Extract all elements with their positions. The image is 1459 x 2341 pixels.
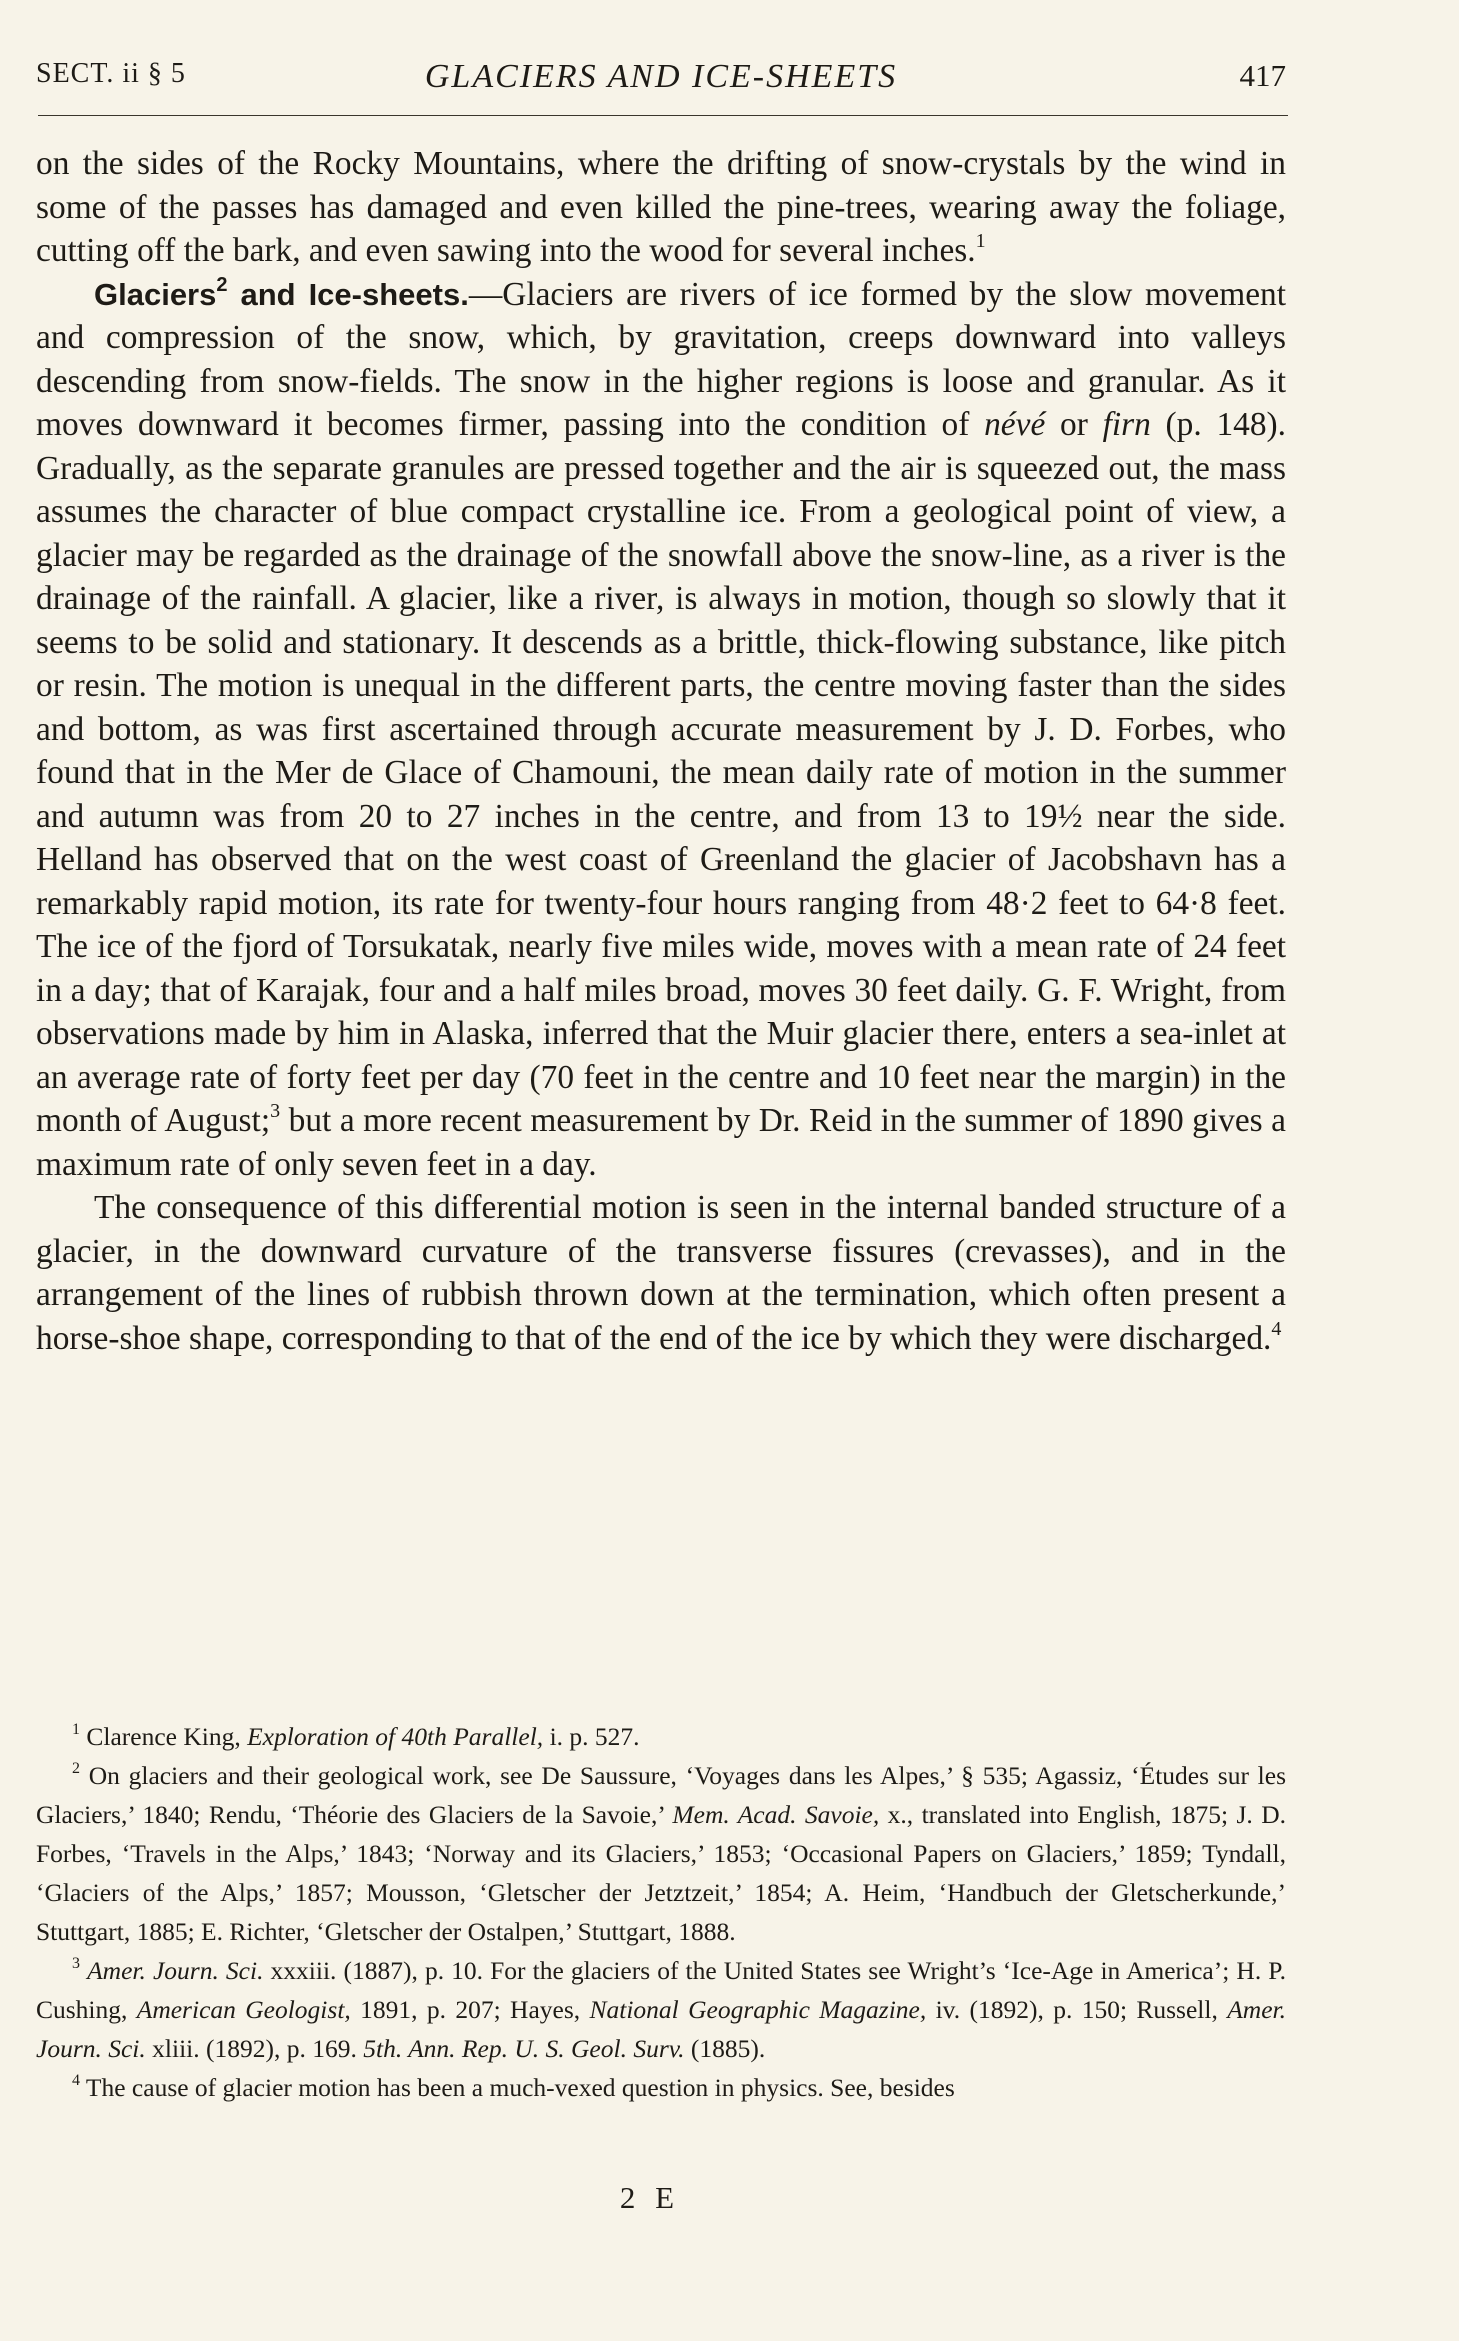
footnote-ref-2: 2	[216, 273, 228, 296]
paragraph-3: The consequence of this differential motion is seen in the internal banded structure of a glacier, in the downward curvature of the transverse fissures (crevasses), and in the arrangement of the lines of rubbish thrown down at the termination, which often present a horse-shoe shape, corresponding to that of the end of the ice by which they were discharged.$^4$	[36, 1189, 1286, 1357]
header-rule	[38, 115, 1288, 116]
footnote-ref-3: 3	[270, 1100, 281, 1122]
footnote-3: $^3$ Amer. Journ. Sci. xxxiii. (1887), p. 10. For the glaciers of the United States see Wright’s ‘Ice-Age in America’; H. P. Cushing, American Geologist, 1891, p. 207; Hayes, National Geographic Magazine, iv. (1892), p. 150; Russell, Amer. Journ. Sci. xliii. (1892), p. 169. 5th. Ann. Rep. U. S. Geol. Surv. (1885).	[36, 1955, 1287, 2063]
footnotes	[36, 1717, 1286, 2107]
paragraph-2: Glaciers$^2$ and Ice-sheets.—Glaciers are rivers of ice formed by the slow movement and compression of the snow, which, by gravitation, creeps downward into valleys descending from snow-fields. The snow in the higher regions is loose and granular. As it moves downward it becomes firmer, passing into the condition of névé or firn (p. 148). Gradually, as the separate granules are pressed together and the air is squeezed out, the mass assumes the character of blue compact crystalline ice. From a geological point of view, a glacier may be regarded as the drainage of the snowfall above the snow-line, as a river is the drainage of the rainfall. A glacier, like a river, is always in motion, though so slowly that it seems to be solid and stationary. It descends as a brittle, thick-flowing substance, like pitch or resin. The motion is unequal in the different parts, the centre moving faster than the sides and bottom, as was first ascertained through accurate measurement by J. D. Forbes, who found that in the Mer de Glace of Chamouni, the mean daily rate of motion in the summer and autumn was from 20 to 27 inches in the centre, and from 13 to 19½ near the side. Helland has observed that on the west coast of Greenland the glacier of Jacobshavn has a remarkably rapid motion, its rate for twenty-four hours ranging from 48·2 feet to 64·8 feet. The ice of the fjord of Torsukatak, nearly five miles wide, moves with a mean rate of 24 feet in a day; that of Karajak, four and a half miles broad, moves 30 feet daily. G. F. Wright, from observations made by him in Alaska, inferred that the Muir glacier there, enters a sea-inlet at an average rate of forty feet per day (70 feet in the centre and 10 feet near the margin) in the month of August;$^3$ but a more recent measurement by Dr. Reid in the summer of 1890 gives a maximum rate of only seven feet in a day.	[36, 273, 1287, 1183]
page-number: 417	[1239, 58, 1286, 93]
footnote-4: $^4$ The cause of glacier motion has been a much-vexed question in physics. See, besides	[72, 2072, 955, 2102]
footnote-ref-1: 1	[975, 230, 986, 252]
section-heading: Glaciers$^2$ and Ice-sheets.	[94, 273, 469, 312]
footnote-ref-4: 4	[1271, 1317, 1282, 1340]
running-title: GLACIERS AND ICE-SHEETS	[424, 58, 898, 95]
signature-mark: 2 E	[619, 2180, 681, 2215]
footnote-2: $^2$ On glaciers and their geological work, see De Saussure, ‘Voyages dans les Alpes,’ § 535; Agassiz, ‘Études sur les Glaciers,’ 1840; Rendu, ‘Théorie des Glaciers de la Savoie,’ Mem. Acad. Savoie, x., translated into English, 1875; J. D. Forbes, ‘Travels in the Alps,’ 1843; ‘Norway and its Glaciers,’ 1853; ‘Occasional Papers on Glaciers,’ 1859; Tyndall, ‘Glaciers of the Alps,’ 1857; Mousson, ‘Gletscher der Jetztzeit,’ 1854; A. Heim, ‘Handbuch der Gletscherkunde,’ Stuttgart, 1885; E. Richter, ‘Gletscher der Ostalpen,’ Stuttgart, 1888.	[36, 1760, 1286, 1946]
section-label: SECT. ii § 5	[36, 58, 186, 89]
footnote-1: $^1$ Clarence King, Exploration of 40th Parallel, i. p. 527.	[72, 1721, 640, 1751]
paragraph-1: on the sides of the Rocky Mountains, where the drifting of snow-crystals by the wind in some of the passes has damaged and even killed the pine-trees, wearing away the foliage, cutting off the bark, and even sawing into the wood for several inches.$^1$	[36, 145, 1286, 269]
running-header	[36, 58, 1286, 104]
main-text	[36, 142, 1286, 1360]
